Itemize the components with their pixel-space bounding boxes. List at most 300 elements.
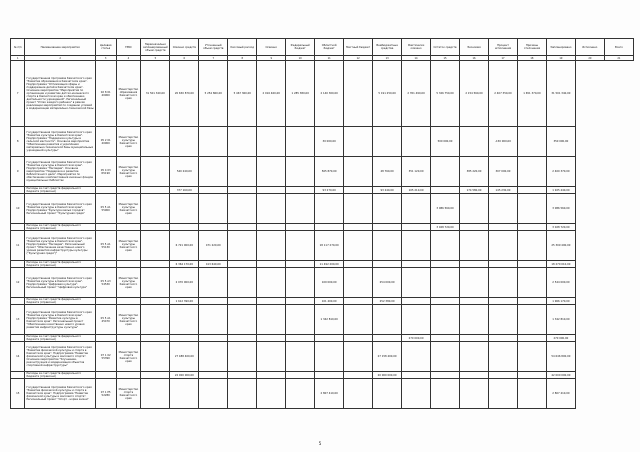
row-value (257, 261, 286, 268)
column-header: Областной бюджет (315, 39, 344, 56)
row-value: 2 154 560,00 (460, 61, 489, 127)
row-value (228, 305, 257, 335)
row-value (488, 298, 517, 305)
row-value (373, 224, 402, 231)
row-value: 350 000,00 (546, 127, 575, 157)
row-number (11, 298, 25, 305)
row-value: 6 364 170,00 (170, 261, 199, 268)
row-value (373, 127, 402, 157)
row-value (517, 342, 546, 372)
row-executor (116, 298, 141, 305)
row-value (488, 342, 517, 372)
row-value (344, 335, 373, 342)
row-value (286, 268, 315, 298)
column-number: 15 (431, 56, 460, 61)
row-value (315, 342, 344, 372)
row-value (344, 298, 373, 305)
row-number: 10 (11, 194, 25, 224)
row-value (344, 194, 373, 224)
row-value (199, 224, 228, 231)
row-value: 25 309 490,00 (546, 231, 575, 261)
row-value (460, 127, 489, 157)
column-number: 9 (257, 56, 286, 61)
row-value (170, 127, 199, 157)
column-number: 21 (604, 56, 633, 61)
row-value (517, 298, 546, 305)
row-value (373, 261, 402, 268)
table-row (11, 127, 634, 157)
row-value: 270 000,00 (402, 335, 431, 342)
row-description: Расходы за счет средств федерального бюджета (справочно) (25, 224, 95, 231)
row-value (488, 231, 517, 261)
row-description: Расходы за счет средств федерального бюджета (справочно) (25, 335, 95, 342)
row-value (344, 372, 373, 379)
row-value (199, 157, 228, 187)
table-row (11, 305, 634, 335)
row-value (141, 261, 170, 268)
row-value (228, 194, 257, 224)
column-header: Целевая статья (95, 39, 116, 56)
row-value (257, 231, 286, 261)
row-number: 13 (11, 305, 25, 335)
row-value: 2 016 460,00 (257, 61, 286, 127)
row-value: 254 000,00 (373, 268, 402, 298)
column-number: 11 (315, 56, 344, 61)
row-value (257, 379, 286, 409)
row-target-code (95, 187, 116, 194)
row-number: 14 (11, 342, 25, 372)
row-number: 15 (11, 379, 25, 409)
row-executor: Министерство культуры Камчатского края (116, 231, 141, 261)
row-target-code (95, 261, 116, 268)
row-value (170, 194, 199, 224)
row-value (257, 335, 286, 342)
row-value (286, 305, 315, 335)
row-value (344, 342, 373, 372)
row-value (344, 231, 373, 261)
budget-table (10, 38, 634, 409)
row-value (344, 261, 373, 268)
row-value: 20 650 870,00 (170, 61, 199, 127)
row-value (517, 224, 546, 231)
row-value (286, 231, 315, 261)
row-value: 1 925 440,00 (546, 187, 575, 194)
row-value: 2 544 000,00 (546, 268, 575, 298)
row-value (141, 194, 170, 224)
column-number: 13 (373, 56, 402, 61)
row-value (286, 372, 315, 379)
row-value (170, 305, 199, 335)
row-value: 5 467 360,00 (228, 61, 257, 127)
row-value: 93 240,00 (373, 187, 402, 194)
row-value (517, 231, 546, 261)
row-value (141, 342, 170, 372)
row-value (257, 187, 286, 194)
row-value: 540 240,00 (170, 157, 199, 187)
row-value: 3 086 560,00 (431, 194, 460, 224)
row-value (286, 342, 315, 372)
row-value (402, 379, 431, 409)
column-number: 14 (402, 56, 431, 61)
row-value (228, 224, 257, 231)
row-value: 252 380,00 (373, 298, 402, 305)
row-description: Государственная программа Камчатского края "Развитие физической культуры и спорта в Камчатском крае". Подпрограмма "Развитие физической культуры и массового спорта". Региональный проект "Спорт - норма жизни" (25, 379, 95, 409)
row-value (402, 372, 431, 379)
row-value (141, 335, 170, 342)
row-value: 54 646 800,00 (546, 342, 575, 372)
row-value: 31 501 340,00 (141, 61, 170, 127)
row-value (286, 157, 315, 187)
row-value: 101 400,00 (315, 298, 344, 305)
row-value (257, 298, 286, 305)
row-value: 18 117 270,00 (315, 231, 344, 261)
table-row (11, 379, 634, 409)
row-value (286, 187, 315, 194)
row-executor: Министерство спорта Камчатского края (116, 342, 141, 372)
row-value (517, 127, 546, 157)
row-value (431, 305, 460, 335)
row-value: 6 721 000,00 (170, 231, 199, 261)
row-description: Расходы за счет средств федерального бюджета (справочно) (25, 298, 95, 305)
column-header: Всего (604, 39, 633, 56)
table-row-reference (11, 187, 634, 194)
row-description: Расходы за счет средств федерального бюджета (справочно) (25, 261, 95, 268)
row-value (141, 187, 170, 194)
row-value (373, 379, 402, 409)
row-value (402, 268, 431, 298)
row-value (170, 335, 199, 342)
row-executor: Министерство культуры Камчатского края (116, 305, 141, 335)
row-value (141, 127, 170, 157)
row-value: 1 285 380,00 (286, 61, 315, 127)
row-value (286, 261, 315, 268)
row-executor (116, 187, 141, 194)
row-value (286, 298, 315, 305)
row-value: 1 651 370,00 (517, 61, 546, 127)
column-header: Фактически освоено (402, 39, 431, 56)
row-value (228, 335, 257, 342)
row-value (141, 298, 170, 305)
column-number: 10 (286, 56, 315, 61)
row-value (431, 379, 460, 409)
column-number: 18 (517, 56, 546, 61)
row-value (488, 261, 517, 268)
row-value (228, 261, 257, 268)
row-value (517, 157, 546, 187)
row-value (199, 305, 228, 335)
row-value (199, 194, 228, 224)
row-description: Государственная программа Камчатского края "Развитие культуры в Камчатском крае". Подпрограмма "Наследие". Основное мероприятие "Поддержка и развитие библиотечного дела". Мероприятия по обеспечению комплектования книжных фондов муниципальных библиотек (25, 157, 95, 187)
row-target-code (95, 372, 116, 379)
column-header: Первоначально запланированный объем средств (141, 39, 170, 56)
row-value (228, 379, 257, 409)
row-value: 105 210,00 (402, 187, 431, 194)
row-description: Государственная программа Камчатского края "Развитие культуры в Камчатском крае". Подпрограмма "Развитие культуры в Камчатском крае". Региональный проект "Обеспечение качественно нового уровня развития инфраструктуры культуры" (25, 305, 95, 335)
row-description: Государственная программа Камчатского края "Развитие культуры в Камчатском крае". Подпрограмма "Поддержка культуры в сельской местности". Основное мероприятие "Обеспечение развития и укрепления материально-технической базы муниципальных учреждений культуры" (25, 127, 95, 157)
row-value: 5 326 750,00 (431, 61, 460, 127)
row-description: Государственная программа Камчатского края "Развитие культуры в Камчатском крае". Подпрограмма "Культура малых городов". Региональный проект "Культурная среда" (25, 194, 95, 224)
row-value: 307 000,00 (488, 157, 517, 187)
column-number: 16 (460, 56, 489, 61)
row-number: 11 (11, 231, 25, 261)
row-value (431, 231, 460, 261)
row-value (517, 194, 546, 224)
row-value (488, 372, 517, 379)
row-value (517, 372, 546, 379)
table-row (11, 268, 634, 298)
row-value (373, 194, 402, 224)
row-value (344, 61, 373, 127)
row-value (257, 305, 286, 335)
table-row-reference (11, 298, 634, 305)
row-value (517, 261, 546, 268)
row-value (488, 305, 517, 335)
column-header: Остаток средств (431, 39, 460, 56)
row-value: 42 000 000,00 (546, 372, 575, 379)
row-value (286, 379, 315, 409)
table-row-reference (11, 335, 634, 342)
row-value (373, 231, 402, 261)
column-header: Исполнено (575, 39, 604, 56)
row-value (460, 305, 489, 335)
row-value (199, 379, 228, 409)
row-value: 3 086 560,00 (546, 194, 575, 224)
row-executor: Министерство культуры Камчатского края (116, 268, 141, 298)
row-value (488, 194, 517, 224)
column-header: Процент исполнения (488, 39, 517, 56)
row-value (460, 224, 489, 231)
column-number: 20 (575, 56, 604, 61)
row-value: 27 158 400,00 (373, 342, 402, 372)
row-value (431, 157, 460, 187)
row-value (488, 335, 517, 342)
row-value: 109 000,00 (315, 268, 344, 298)
row-value (402, 261, 431, 268)
row-executor (116, 261, 141, 268)
row-value (344, 127, 373, 157)
row-value (315, 335, 344, 342)
row-target-code (95, 335, 116, 342)
row-value: 5 254 860,00 (199, 61, 228, 127)
row-value: 2 407 350,00 (488, 61, 517, 127)
row-value (228, 127, 257, 157)
column-number: 7 (199, 56, 228, 61)
row-number (11, 372, 25, 379)
row-number (11, 187, 25, 194)
row-value: 48 760,00 (373, 157, 402, 187)
table-row (11, 342, 634, 372)
row-value (373, 335, 402, 342)
column-header: Освоено (257, 39, 286, 56)
row-number (11, 335, 25, 342)
row-value (344, 379, 373, 409)
row-executor (116, 335, 141, 342)
row-value: 1 342 810,00 (315, 305, 344, 335)
row-value (170, 224, 199, 231)
row-value (460, 342, 489, 372)
row-value (286, 194, 315, 224)
row-value (141, 157, 170, 187)
row-value (170, 379, 199, 409)
row-value (286, 224, 315, 231)
row-executor: Министерство культуры Камчатского края (116, 127, 141, 157)
row-value (431, 298, 460, 305)
table-row-reference (11, 261, 634, 268)
row-value (257, 342, 286, 372)
row-value: 22 000 000,00 (170, 372, 199, 379)
row-value (315, 194, 344, 224)
row-value (141, 379, 170, 409)
row-value: 471 220,00 (199, 231, 228, 261)
row-value (460, 372, 489, 379)
row-value (344, 305, 373, 335)
row-value (257, 127, 286, 157)
row-executor (116, 224, 141, 231)
row-value (228, 268, 257, 298)
row-target-code: 05 5 A1 45470 (95, 305, 116, 335)
row-target-code: 05 5 A3 54530 (95, 268, 116, 298)
row-value (257, 194, 286, 224)
row-value (228, 231, 257, 261)
column-header: Федеральный бюджет (286, 39, 315, 56)
row-number: 7 (11, 61, 25, 127)
row-value (141, 268, 170, 298)
row-value (488, 224, 517, 231)
column-number: 1 (11, 56, 25, 61)
page-number: 5 (318, 441, 322, 446)
row-value (199, 335, 228, 342)
row-value (402, 224, 431, 231)
row-description: Государственная программа Камчатского края "Развитие физической культуры и спорта в Камчатском крае". Подпрограмма "Развитие физической культуры и массового спорта". Основное мероприятие "Улучшение, реконструкция и модернизация объектов спортивной инфраструктуры" (25, 342, 95, 372)
column-number: 5 (141, 56, 170, 61)
table-row-reference (11, 372, 634, 379)
row-value (315, 224, 344, 231)
row-target-code: 05 4 03 R5190 (95, 157, 116, 187)
row-value: 351 120,00 (402, 157, 431, 187)
row-value: 174 580,00 (460, 187, 489, 194)
row-target-code: 05 5 A1 55130 (95, 231, 116, 261)
table-row (11, 157, 634, 187)
row-value: 377 160,00 (170, 187, 199, 194)
row-value: 3 028 720,00 (431, 224, 460, 231)
row-value: 500 000,00 (431, 127, 460, 157)
row-value (431, 261, 460, 268)
row-value (199, 127, 228, 157)
row-value (344, 268, 373, 298)
row-value (141, 305, 170, 335)
row-number: 12 (11, 268, 25, 298)
column-header: Наименование мероприятия (25, 39, 95, 56)
header-row (11, 39, 634, 56)
row-value (517, 305, 546, 335)
column-header: ГРБС (116, 39, 141, 56)
row-target-code: 07 1 02 55390 (95, 342, 116, 372)
column-number: 8 (228, 56, 257, 61)
row-executor: Министерство спорта Камчатского края (116, 379, 141, 409)
row-value (199, 268, 228, 298)
row-value (431, 335, 460, 342)
row-value (460, 194, 489, 224)
row-value: 1 342 810,00 (546, 305, 575, 335)
row-description: Государственная программа Камчатского края "Развитие культуры в Камчатском крае". Подпрограмма "Цифровая культура". Региональный проект "Цифровая культура" (25, 268, 95, 298)
row-target-code: 05 5 A1 55900 (95, 194, 116, 224)
row-value: 30 000,00 (315, 127, 344, 157)
row-value (199, 342, 228, 372)
row-value (517, 187, 546, 194)
row-value: 1 966 170,00 (546, 298, 575, 305)
row-value (460, 261, 489, 268)
row-value: 565 870,00 (315, 157, 344, 187)
row-number: 9 (11, 157, 25, 187)
row-value (431, 187, 460, 194)
row-executor (116, 372, 141, 379)
row-description: Расходы за счет средств федерального бюджета (справочно) (25, 372, 95, 379)
column-header: Кассовый расход (228, 39, 257, 56)
column-header: Уточненный объем средств (199, 39, 228, 56)
row-value (344, 157, 373, 187)
row-value (257, 157, 286, 187)
row-value (228, 187, 257, 194)
column-number: 19 (546, 56, 575, 61)
row-value (257, 224, 286, 231)
column-header: Причины отклонения (517, 39, 546, 56)
table-row (11, 231, 634, 261)
column-number: 17 (488, 56, 517, 61)
row-executor: Министерство образования Камчатского края (116, 61, 141, 127)
row-value (257, 372, 286, 379)
column-number: 4 (116, 56, 141, 61)
row-value (286, 335, 315, 342)
row-value (228, 342, 257, 372)
row-description: Государственная программа Камчатского края "Развитие культуры в Камчатском крае". Подпрограмма "Наследие". Региональный проект "Обеспечение качественно нового уровня развития инфраструктуры культуры ("Культурная среда")" (25, 231, 95, 261)
row-value (373, 305, 402, 335)
table-row-reference (11, 224, 634, 231)
row-value: 2 807 410,00 (315, 379, 344, 409)
column-header: Освоено средств (170, 39, 199, 56)
row-value (402, 342, 431, 372)
row-value (402, 305, 431, 335)
row-value: 18 270 010,00 (546, 261, 575, 268)
row-number: 8 (11, 127, 25, 157)
column-header: Местный бюджет (344, 39, 373, 56)
row-value (460, 231, 489, 261)
row-description: Государственная программа Камчатского края "Развитие образования в Камчатском крае". Подпрограмма "Оптимизация сферы и поддержание детей в Камчатском крае". Основное мероприятие "Мероприятия по организации и развитию детско-юношеского спорта в Камчатском крае и обеспечению деятельности учреждений". Региональный проект "Успех каждого ребенка" в рамках реализации мероприятий по созданию условий и модернизации материально-технической базы (25, 61, 95, 127)
row-value: 31 501 340,00 (546, 61, 575, 127)
row-value (460, 335, 489, 342)
row-value (488, 379, 517, 409)
column-number: 12 (344, 56, 373, 61)
row-executor: Министерство культуры Камчатского края (116, 194, 141, 224)
row-value: 2 807 410,00 (546, 379, 575, 409)
row-value (286, 127, 315, 157)
row-value: 1 612 390,00 (170, 298, 199, 305)
row-description: Расходы за счет средств федерального бюджета (справочно) (25, 187, 95, 194)
row-value: 20 000 000,00 (373, 372, 402, 379)
row-value (517, 268, 546, 298)
row-value (488, 268, 517, 298)
row-target-code (95, 298, 116, 305)
row-value: 2 400 370,00 (546, 157, 575, 187)
row-value: 5 191 250,00 (373, 61, 402, 127)
column-number: 6 (170, 56, 199, 61)
row-value: 2 140 300,00 (315, 61, 344, 127)
column-header: № п/п (11, 39, 25, 56)
row-target-code: 02 8 01 40900 (95, 61, 116, 127)
row-value (199, 372, 228, 379)
row-value (402, 298, 431, 305)
row-value: 93 270,00 (315, 187, 344, 194)
row-value (141, 224, 170, 231)
